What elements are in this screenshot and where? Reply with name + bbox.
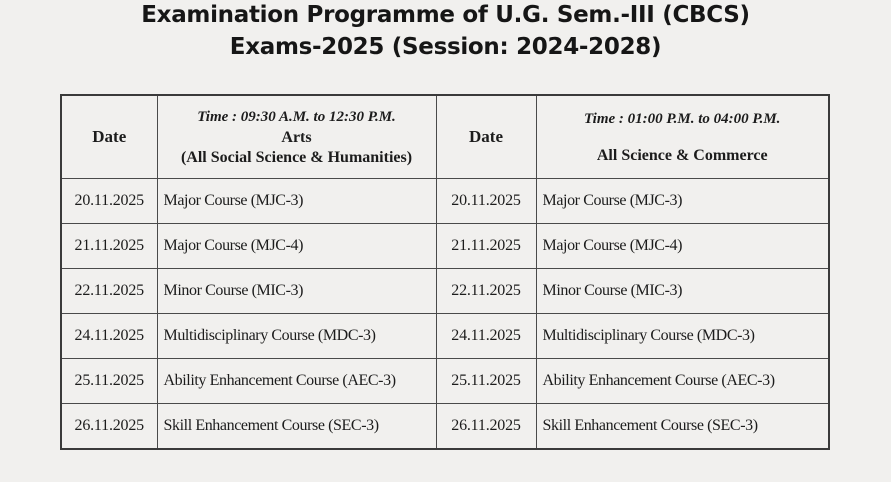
science-header <box>536 95 829 179</box>
science-date-cell: 21.11.2025 <box>436 224 536 269</box>
date-header-label: Date <box>469 127 503 146</box>
science-date-cell: 24.11.2025 <box>436 314 536 359</box>
exam-schedule-table <box>60 94 830 450</box>
science-date-cell: 25.11.2025 <box>436 359 536 404</box>
science-course-cell: Major Course (MJC-4) <box>536 224 829 269</box>
table-header-row <box>61 95 829 179</box>
arts-subtitle: (All Social Science & Humanities) <box>180 149 413 166</box>
science-course-cell: Major Course (MJC-3) <box>536 179 829 224</box>
science-course-cell: Minor Course (MIC-3) <box>536 269 829 314</box>
science-date-cell: 20.11.2025 <box>436 179 536 224</box>
table-row <box>61 314 829 359</box>
arts-time: Time : 09:30 A.M. to 12:30 P.M. <box>197 109 396 125</box>
arts-course-cell: Multidisciplinary Course (MDC-3) <box>157 314 436 359</box>
arts-course-cell: Ability Enhancement Course (AEC-3) <box>157 359 436 404</box>
arts-header <box>157 95 436 179</box>
table-row <box>61 404 829 450</box>
date-header-science <box>436 95 536 179</box>
arts-date-cell: 24.11.2025 <box>61 314 157 359</box>
arts-date-cell: 21.11.2025 <box>61 224 157 269</box>
arts-course-cell: Major Course (MJC-4) <box>157 224 436 269</box>
science-date-cell: 22.11.2025 <box>436 269 536 314</box>
table-row <box>61 359 829 404</box>
science-course-cell: Ability Enhancement Course (AEC-3) <box>536 359 829 404</box>
table-row <box>61 179 829 224</box>
arts-course-cell: Major Course (MJC-3) <box>157 179 436 224</box>
science-course-cell: Skill Enhancement Course (SEC-3) <box>536 404 829 450</box>
science-time: Time : 01:00 P.M. to 04:00 P.M. <box>584 111 781 127</box>
date-header-label: Date <box>92 127 127 146</box>
arts-date-cell: 26.11.2025 <box>61 404 157 450</box>
arts-title: Arts <box>281 129 312 146</box>
science-course-cell: Multidisciplinary Course (MDC-3) <box>536 314 829 359</box>
table-row <box>61 224 829 269</box>
arts-course-cell: Minor Course (MIC-3) <box>157 269 436 314</box>
arts-date-cell: 25.11.2025 <box>61 359 157 404</box>
arts-course-cell: Skill Enhancement Course (SEC-3) <box>157 404 436 450</box>
date-header-arts <box>61 95 157 179</box>
table-row <box>61 269 829 314</box>
arts-date-cell: 22.11.2025 <box>61 269 157 314</box>
document-subtitle: Exams-2025 (Session: 2024-2028) <box>229 34 662 60</box>
arts-date-cell: 20.11.2025 <box>61 179 157 224</box>
document-title: Examination Programme of U.G. Sem.-III (CBCS) <box>141 2 750 28</box>
science-date-cell: 26.11.2025 <box>436 404 536 450</box>
science-title: All Science & Commerce <box>596 147 768 164</box>
